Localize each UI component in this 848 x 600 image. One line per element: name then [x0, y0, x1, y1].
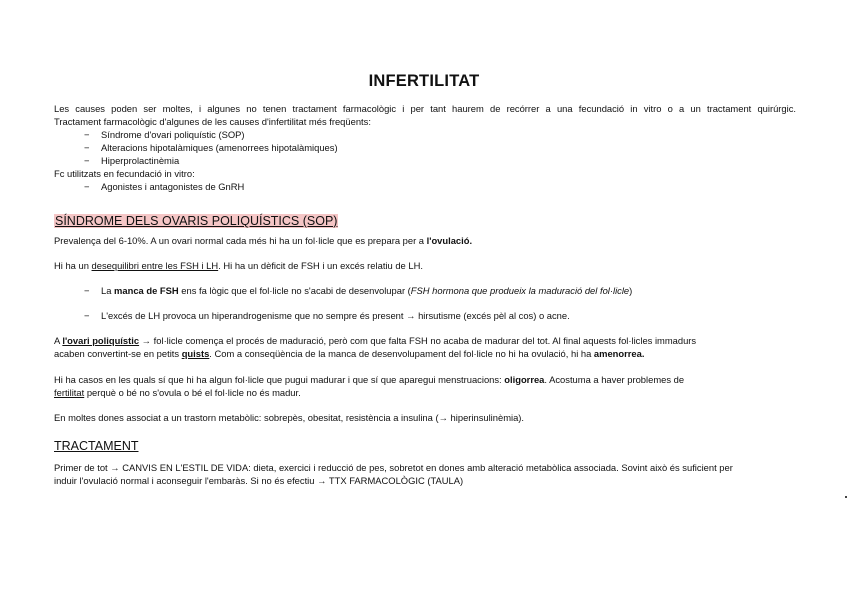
- prevalence-paragraph: Prevalença del 6-10%. A un ovari normal cada més hi ha un fol·licle que es prepara per a l'ovulació.: [54, 235, 473, 246]
- page-title: INFERTILITAT: [368, 72, 480, 90]
- cases-paragraph-line2: fertilitat perquè o bé no s'ovula o bé el fol·licle no és madur.: [54, 387, 301, 398]
- list-item: − Hiperprolactinèmia: [84, 155, 180, 166]
- list-item: − L'excés de LH provoca un hiperandrogenisme que no sempre és present → hirsutisme (excés pèl al cos) o acne.: [84, 310, 570, 321]
- imbalance-paragraph: Hi ha un desequilibri entre les FSH i LH. Hi ha un dèficit de FSH i un excés relatiu de LH.: [54, 260, 423, 271]
- section-heading-sop: SÍNDROME DELS OVARIS POLIQUÍSTICS (SOP): [55, 214, 338, 228]
- fiv-heading: Fc utilitzats en fecundació in vitro:: [54, 168, 195, 179]
- ovary-paragraph-line2: acaben convertint-se en petits quists. Com a conseqüència de la manca de desenvolupament del fol·licle no hi ha ovulació, hi ha amenorrea.: [54, 348, 645, 359]
- treatment-list-heading: Tractament farmacològic d'algunes de les causes d'infertilitat més freqüents:: [54, 116, 371, 127]
- list-item: − Síndrome d'ovari poliquístic (SOP): [84, 129, 245, 140]
- cases-paragraph-line1: Hi ha casos en les quals sí que hi ha algun fol·licle que pugui madurar i que sí que aparegui menstruacions: oligorrea. Acostuma a haver problemes de: [54, 374, 685, 385]
- section-heading-treatment: TRACTAMENT: [54, 439, 139, 453]
- ovary-paragraph-line1: A l'ovari poliquístic → fol·licle comença el procés de maduració, però com que falta FSH no acaba de madurar del tot. Al final aquests fol·licles immadurs: [54, 335, 697, 346]
- treatment-paragraph-line1: Primer de tot → CANVIS EN L'ESTIL DE VIDA: dieta, exercici i reducció de pes, sobretot en dones amb alteració metabòlica associada. Sovint això és suficient per: [54, 462, 733, 473]
- metabolic-paragraph: En moltes dones associat a un trastorn metabòlic: sobrepès, obesitat, resistència a insulina (→ hiperinsulinèmia).: [54, 412, 525, 423]
- treatment-paragraph-line2: induir l'ovulació normal i aconseguir l'embaràs. Si no és efectiu → TTX FARMACOLÒGIC (TAULA): [54, 475, 464, 486]
- intro-paragraph: Les causes poden ser moltes, i algunes no tenen tractament farmacològic i per tant haurem de recórrer a una fecundació in vitro o a un tractament quirúrgic.: [54, 103, 796, 114]
- list-item: − La manca de FSH ens fa lògic que el fol·licle no s'acabi de desenvolupar (FSH hormona que produeix la maduració del fol·licle): [84, 285, 633, 296]
- list-item: − Alteracions hipotalàmiques (amenorrees hipotalàmiques): [84, 142, 338, 153]
- page-mark: [845, 496, 847, 498]
- list-item: − Agonistes i antagonistes de GnRH: [84, 181, 245, 192]
